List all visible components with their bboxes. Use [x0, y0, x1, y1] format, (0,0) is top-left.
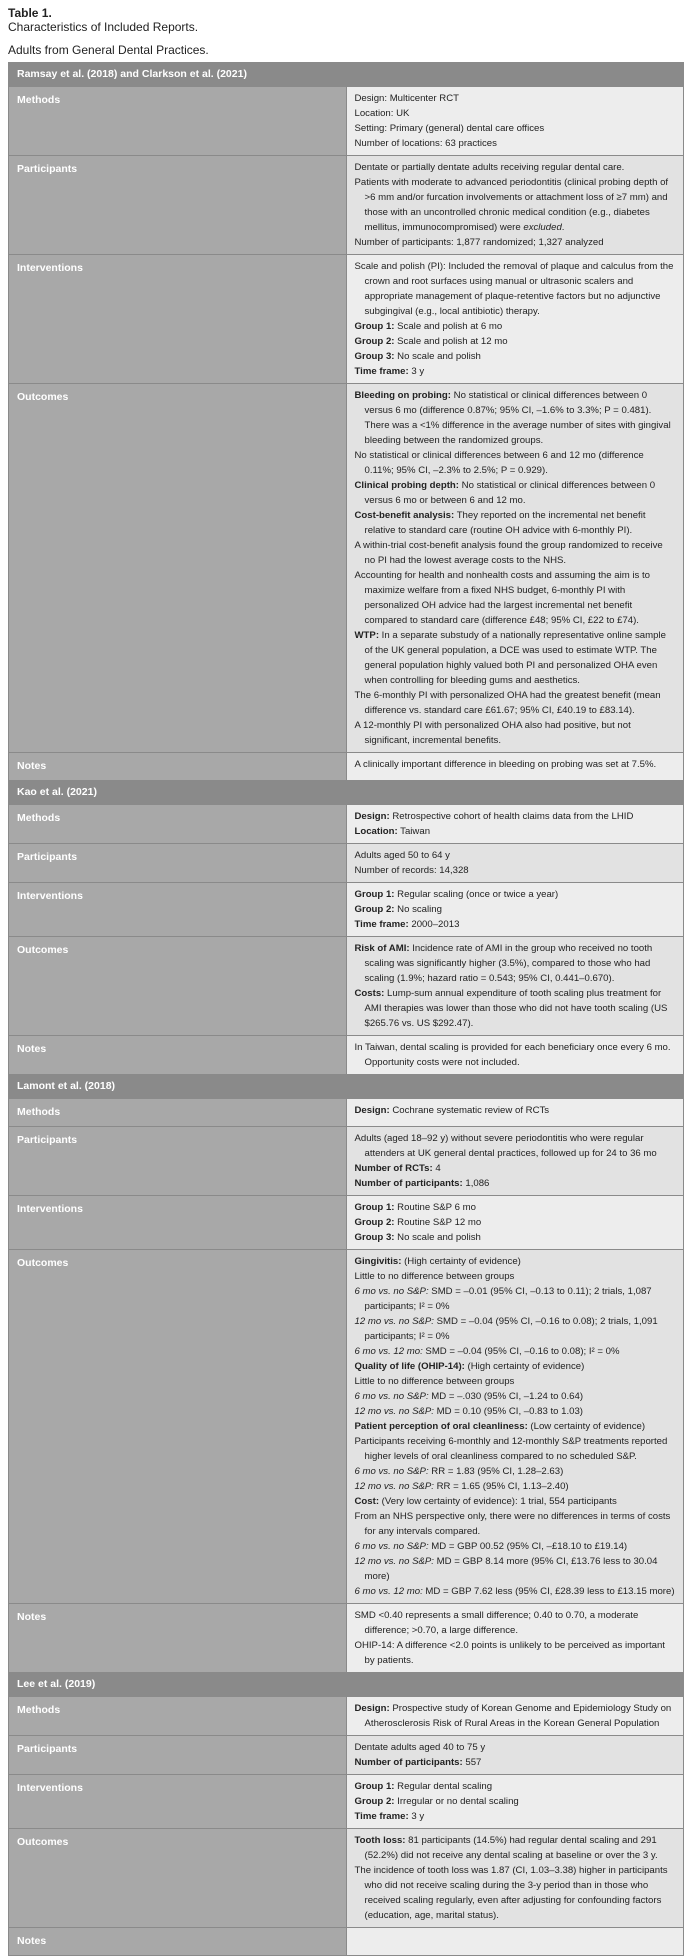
line-text: SMD = –0.01 (95% CI, –0.13 to 0.11); 2 trials, 1,087 participants; I² = 0%: [364, 1286, 652, 1312]
row-label: Methods: [9, 805, 347, 844]
table-row: [9, 844, 684, 883]
line-text: Number of records: 14,328: [354, 865, 469, 876]
line-text: RR = 1.83 (95% CI, 1.28–2.63): [428, 1466, 564, 1477]
content-line: [355, 1344, 676, 1359]
line-bold-label: Group 1:: [354, 1202, 395, 1213]
line-text: The incidence of tooth loss was 1.87 (CI, 1.03–3.38) higher in participants who did not receive scaling during the 3-y period than in those who received scaling regularly, even after adjusting for confounding factors (education, age, marital status).: [354, 1865, 668, 1921]
content-line: [355, 1103, 676, 1118]
line-text: 2000–2013: [408, 919, 460, 930]
table-row: [9, 1736, 684, 1775]
line-text: 557: [462, 1757, 482, 1768]
line-text: No scaling: [394, 904, 442, 915]
line-text: 81 participants (14.5%) had regular dental scaling and 291 (52.2%) did not receive any dental scaling at baseline or over the 3 y.: [364, 1835, 658, 1861]
content-line: [355, 1701, 676, 1731]
line-text: No statistical or clinical differences between 0 versus 6 mo (difference 0.87%; 95% CI, –1.6% to 3.3%; P = 0.481). There was a <1% difference in the average number of sites with gingival bleeding between the randomized groups.: [364, 390, 671, 446]
line-text: MD = GBP 00.52 (95% CI, –£18.10 to £19.14): [428, 1541, 628, 1552]
table-row: [9, 1775, 684, 1829]
line-bold-label: Number of participants:: [354, 1178, 463, 1189]
content-line: [355, 1464, 676, 1479]
line-bold-label: Tooth loss:: [354, 1835, 406, 1846]
content-line: [355, 917, 676, 932]
table-subtitle: Adults from General Dental Practices.: [8, 43, 209, 57]
table-caption: Characteristics of Included Reports.: [8, 20, 199, 34]
table-row: [9, 1127, 684, 1196]
content-line: [355, 688, 676, 718]
line-bold-label: Group 2:: [354, 336, 395, 347]
line-text: Irregular or no dental scaling: [394, 1796, 519, 1807]
content-line: [355, 1284, 676, 1314]
content-line: [355, 1863, 676, 1923]
table-row: [9, 1604, 684, 1673]
content-line: [355, 235, 676, 250]
line-text: In a separate substudy of a nationally representative online sample of the UK general population, a DCE was used to estimate WTP. The general population highly valued both PI and personalized OHA even when controlling for bleeding gums and aesthetics.: [364, 630, 666, 686]
content-line: [355, 1161, 676, 1176]
study-title: Lamont et al. (2018): [9, 1075, 684, 1099]
content-line: [355, 478, 676, 508]
row-content: [346, 1036, 684, 1075]
study-header-row: [9, 1075, 684, 1099]
content-line: [355, 106, 676, 121]
line-bold-label: Cost-benefit analysis:: [354, 510, 455, 521]
line-text: In Taiwan, dental scaling is provided for each beneficiary once every 6 mo. Opportunity costs were not included.: [354, 1042, 671, 1068]
content-line: [355, 718, 676, 748]
content-line: [355, 160, 676, 175]
content-line: [355, 508, 676, 538]
row-label: Methods: [9, 1099, 347, 1127]
content-line: [355, 941, 676, 986]
line-text: No scale and polish: [394, 1232, 481, 1243]
line-bold-label: Location:: [354, 826, 398, 837]
table-row: [9, 1829, 684, 1928]
content-line: [355, 1479, 676, 1494]
content-line: [355, 902, 676, 917]
line-text: SMD <0.40 represents a small difference; 0.40 to 0.70, a moderate difference; >0.70, a large difference.: [354, 1610, 639, 1636]
content-line: [355, 1794, 676, 1809]
content-line: [355, 349, 676, 364]
row-content: [346, 1196, 684, 1250]
line-text: Scale and polish at 6 mo: [394, 321, 503, 332]
line-bold-label: Costs:: [354, 988, 385, 999]
content-line: [355, 628, 676, 688]
content-line: [355, 388, 676, 448]
line-italic-label: 12 mo vs. no S&P:: [354, 1481, 434, 1492]
line-bold-label: Patient perception of oral cleanliness:: [354, 1421, 528, 1432]
line-text: Scale and polish (PI): Included the removal of plaque and calculus from the crown and root surfaces using manual or ultrasonic scalers and appropriate management of plaque-retentive factors but no adjunctive subgingival (e.g., local antibiotic) therapy.: [354, 261, 674, 317]
content-line: [355, 1809, 676, 1824]
line-text: Lump-sum annual expenditure of tooth scaling plus treatment for AMI therapies was lower than those who did not have tooth scaling (US $265.76 vs. US $292.47).: [364, 988, 668, 1029]
content-line: [355, 1434, 676, 1464]
row-content: [346, 384, 684, 753]
line-text: Adults (aged 18–92 y) without severe periodontitis who were regular attenders at UK general dental practices, followed up for 24 to 36 mo: [354, 1133, 657, 1159]
line-text: Little to no difference between groups: [354, 1376, 515, 1387]
line-text: Routine S&P 12 mo: [394, 1217, 482, 1228]
content-line: [355, 1554, 676, 1584]
line-text: Participants receiving 6-monthly and 12-monthly S&P treatments reported higher levels of oral cleanliness compared to no scheduled S&P.: [354, 1436, 668, 1462]
content-line: [355, 1215, 676, 1230]
table-body: [9, 63, 684, 1956]
table-row: [9, 1250, 684, 1604]
row-label: Participants: [9, 156, 347, 255]
line-text: Accounting for health and nonhealth costs and assuming the aim is to maximize welfare from a fixed NHS budget, 6-monthly PI with personalized OH advice had the largest incremental net benefit compared to standard care (difference £48; 95% CI, £22 to £74).: [354, 570, 650, 626]
row-label: Notes: [9, 1928, 347, 1956]
content-line: [355, 1200, 676, 1215]
line-text: A within-trial cost-benefit analysis found the group randomized to receive no PI had the lowest average costs to the NHS.: [354, 540, 663, 566]
line-italic-word: excluded: [523, 222, 562, 233]
content-line: [355, 1539, 676, 1554]
line-bold-label: WTP:: [354, 630, 380, 641]
line-bold-label: Clinical probing depth:: [354, 480, 459, 491]
study-header-row: [9, 781, 684, 805]
line-text: Retrospective cohort of health claims data from the LHID: [389, 811, 634, 822]
line-text: 1,086: [462, 1178, 490, 1189]
study-header-row: [9, 63, 684, 87]
content-line: [355, 986, 676, 1031]
line-text: Incidence rate of AMI in the group who received no tooth scaling was significantly higher (3.5%), compared to those who had scaling (1.9%; hazard ratio = 0.543; 95% CI, 0.441–0.670).: [364, 943, 653, 984]
line-text: Design: Multicenter RCT: [354, 93, 459, 104]
line-text: Dentate adults aged 40 to 75 y: [354, 1742, 486, 1753]
line-text: No scale and polish: [394, 351, 481, 362]
study-title: Lee et al. (2019): [9, 1673, 684, 1697]
content-line: [355, 863, 676, 878]
line-text: The 6-monthly PI with personalized OHA had the greatest benefit (mean difference vs. standard care £61.67; 95% CI, £40.19 to £83.14).: [354, 690, 661, 716]
content-line: [355, 1779, 676, 1794]
row-label: Methods: [9, 87, 347, 156]
row-label: Outcomes: [9, 937, 347, 1036]
content-line: [355, 1833, 676, 1863]
line-italic-label: 6 mo vs. 12 mo:: [354, 1346, 423, 1357]
line-text: Routine S&P 6 mo: [394, 1202, 476, 1213]
row-content: [346, 805, 684, 844]
line-text: MD = 0.10 (95% CI, –0.83 to 1.03): [433, 1406, 584, 1417]
line-bold-label: Time frame:: [354, 366, 409, 377]
line-text: 3 y: [408, 366, 425, 377]
line-text: MD = GBP 7.62 less (95% CI, £28.39 less to £13.15 more): [422, 1586, 675, 1597]
content-line: [355, 1608, 676, 1638]
content-line: [355, 568, 676, 628]
content-line: [355, 1176, 676, 1191]
row-label: Participants: [9, 1736, 347, 1775]
line-bold-label: Group 1:: [354, 889, 395, 900]
line-text: Taiwan: [397, 826, 431, 837]
line-italic-label: 6 mo vs. no S&P:: [354, 1541, 429, 1552]
line-text: Little to no difference between groups: [354, 1271, 515, 1282]
row-content: [346, 1736, 684, 1775]
line-text: Adults aged 50 to 64 y: [354, 850, 450, 861]
content-line: [355, 1269, 676, 1284]
line-bold-label: Quality of life (OHIP-14):: [354, 1361, 465, 1372]
line-bold-label: Number of RCTs:: [354, 1163, 433, 1174]
line-text: No statistical or clinical differences between 0 versus 6 mo or between 6 and 12 mo.: [364, 480, 656, 506]
line-text: 3 y: [408, 1811, 425, 1822]
table-row: [9, 384, 684, 753]
line-text-after: .: [561, 222, 565, 233]
line-text: Dentate or partially dentate adults receiving regular dental care.: [354, 162, 625, 173]
study-header-row: [9, 1673, 684, 1697]
line-text: From an NHS perspective only, there were no differences in terms of costs for any intervals compared.: [354, 1511, 671, 1537]
table-label: Table 1.: [8, 6, 52, 20]
table-row: [9, 255, 684, 384]
line-text: OHIP-14: A difference <2.0 points is unlikely to be perceived as important by patients.: [354, 1640, 665, 1666]
line-text: Setting: Primary (general) dental care offices: [354, 123, 545, 134]
row-content: [346, 1604, 684, 1673]
row-label: Interventions: [9, 1196, 347, 1250]
row-content: [346, 883, 684, 937]
table-row: [9, 1099, 684, 1127]
row-content: [346, 937, 684, 1036]
table-row: [9, 1697, 684, 1736]
line-bold-label: Group 3:: [354, 1232, 395, 1243]
content-line: [355, 1404, 676, 1419]
row-label: Interventions: [9, 1775, 347, 1829]
row-content: [346, 1099, 684, 1127]
line-bold-label: Risk of AMI:: [354, 943, 410, 954]
line-bold-label: Group 3:: [354, 351, 395, 362]
row-label: Interventions: [9, 255, 347, 384]
row-content: [346, 255, 684, 384]
line-italic-label: 12 mo vs. no S&P:: [354, 1406, 434, 1417]
content-line: [355, 538, 676, 568]
content-line: [355, 887, 676, 902]
line-bold-label: Gingivitis:: [354, 1256, 402, 1267]
row-content: [346, 753, 684, 781]
line-text: Number of participants: 1,877 randomized; 1,327 analyzed: [354, 237, 604, 248]
line-bold-label: Group 2:: [354, 1217, 395, 1228]
line-text: Prospective study of Korean Genome and Epidemiology Study on Atherosclerosis Risk of Rural Areas in the Korean General Population: [364, 1703, 672, 1729]
row-content: [346, 844, 684, 883]
row-content: [346, 1775, 684, 1829]
line-italic-label: 12 mo vs. no S&P:: [354, 1316, 434, 1327]
content-line: [355, 136, 676, 151]
line-italic-label: 6 mo vs. no S&P:: [354, 1466, 429, 1477]
table-row: [9, 805, 684, 844]
study-title: Ramsay et al. (2018) and Clarkson et al. (2021): [9, 63, 684, 87]
line-italic-label: 12 mo vs. no S&P:: [354, 1556, 434, 1567]
line-text: Location: UK: [354, 108, 410, 119]
content-line: [355, 259, 676, 319]
line-bold-label: Design:: [354, 1703, 390, 1714]
row-content: [346, 1829, 684, 1928]
line-text: Scale and polish at 12 mo: [394, 336, 508, 347]
line-bold-label: Cost:: [354, 1496, 380, 1507]
row-label: Notes: [9, 753, 347, 781]
line-text: (High certainty of evidence): [464, 1361, 585, 1372]
line-bold-label: Time frame:: [354, 919, 409, 930]
line-text: RR = 1.65 (95% CI, 1.13–2.40): [433, 1481, 569, 1492]
line-bold-label: Bleeding on probing:: [354, 390, 451, 401]
row-content: [346, 1250, 684, 1604]
line-bold-label: Design:: [354, 811, 390, 822]
line-text: They reported on the incremental net benefit relative to standard care (routine OH advice with 6-monthly PI).: [364, 510, 646, 536]
line-text: (Very low certainty of evidence): 1 trial, 554 participants: [379, 1496, 617, 1507]
content-line: [355, 1314, 676, 1344]
content-line: [355, 809, 676, 824]
table-row: [9, 1196, 684, 1250]
line-text: SMD = –0.04 (95% CI, –0.16 to 0.08); 2 trials, 1,091 participants; I² = 0%: [364, 1316, 658, 1342]
content-line: [355, 848, 676, 863]
line-text: Number of locations: 63 practices: [354, 138, 497, 149]
content-line: [355, 1755, 676, 1770]
content-line: [355, 1040, 676, 1070]
row-label: Notes: [9, 1036, 347, 1075]
line-bold-label: Group 2:: [354, 1796, 395, 1807]
table-row: [9, 883, 684, 937]
content-line: [355, 1359, 676, 1374]
table-row: [9, 937, 684, 1036]
row-content: [346, 1928, 684, 1956]
line-italic-label: 6 mo vs. 12 mo:: [354, 1586, 423, 1597]
line-text: Patients with moderate to advanced periodontitis (clinical probing depth of >6 mm and/or furcation involvements or attachment loss of ≥7 mm) and those with an uncontrolled chronic medical condition (e.g., diabetes mellitus, immunocompromised) were: [354, 177, 669, 233]
line-bold-label: Group 1:: [354, 321, 395, 332]
row-content: [346, 1127, 684, 1196]
content-line: [355, 1494, 676, 1509]
table-row: [9, 1928, 684, 1956]
line-text: MD = GBP 8.14 more (95% CI, £13.76 less to 30.04 more): [364, 1556, 658, 1582]
content-line: [355, 1419, 676, 1434]
content-line: [355, 1584, 676, 1599]
row-label: Participants: [9, 1127, 347, 1196]
row-content: [346, 156, 684, 255]
line-bold-label: Time frame:: [354, 1811, 409, 1822]
line-text: (High certainty of evidence): [401, 1256, 521, 1267]
row-label: Notes: [9, 1604, 347, 1673]
line-italic-label: 6 mo vs. no S&P:: [354, 1286, 429, 1297]
row-content: [346, 1697, 684, 1736]
row-label: Outcomes: [9, 384, 347, 753]
content-line: [355, 364, 676, 379]
content-line: [355, 1254, 676, 1269]
characteristics-table: [8, 62, 684, 1956]
row-label: Participants: [9, 844, 347, 883]
line-bold-label: Design:: [354, 1105, 390, 1116]
row-label: Interventions: [9, 883, 347, 937]
line-text: Regular dental scaling: [394, 1781, 493, 1792]
row-label: Methods: [9, 1697, 347, 1736]
content-line: [355, 1638, 676, 1668]
line-text: 4: [432, 1163, 441, 1174]
line-text: (Low certainty of evidence): [527, 1421, 646, 1432]
line-italic-label: 6 mo vs. no S&P:: [354, 1391, 429, 1402]
content-line: [355, 824, 676, 839]
table-row: [9, 753, 684, 781]
content-line: [355, 1740, 676, 1755]
content-line: [355, 1389, 676, 1404]
content-line: [355, 319, 676, 334]
content-line: [355, 334, 676, 349]
line-text: A clinically important difference in bleeding on probing was set at 7.5%.: [354, 759, 657, 770]
row-label: Outcomes: [9, 1829, 347, 1928]
line-text: Cochrane systematic review of RCTs: [389, 1105, 550, 1116]
line-text: Regular scaling (once or twice a year): [394, 889, 559, 900]
content-line: [355, 175, 676, 235]
line-bold-label: Number of participants:: [354, 1757, 463, 1768]
content-line: [355, 448, 676, 478]
content-line: [355, 1374, 676, 1389]
line-bold-label: Group 1:: [354, 1781, 395, 1792]
content-line: [355, 1509, 676, 1539]
row-content: [346, 87, 684, 156]
line-bold-label: Group 2:: [354, 904, 395, 915]
content-line: [355, 91, 676, 106]
line-text: SMD = –0.04 (95% CI, –0.16 to 0.08); I² = 0%: [422, 1346, 620, 1357]
table-row: [9, 87, 684, 156]
table-row: [9, 156, 684, 255]
study-title: Kao et al. (2021): [9, 781, 684, 805]
line-text: A 12-monthly PI with personalized OHA also had positive, but not significant, incremental benefits.: [354, 720, 631, 746]
content-line: [355, 1230, 676, 1245]
line-text: MD = –.030 (95% CI, –1.24 to 0.64): [428, 1391, 584, 1402]
line-text: No statistical or clinical differences between 6 and 12 mo (difference 0.11%; 95% CI, –2.3% to 2.5%; P = 0.929).: [354, 450, 644, 476]
table-row: [9, 1036, 684, 1075]
content-line: [355, 121, 676, 136]
content-line: [355, 757, 676, 772]
content-line: [355, 1131, 676, 1161]
row-label: Outcomes: [9, 1250, 347, 1604]
